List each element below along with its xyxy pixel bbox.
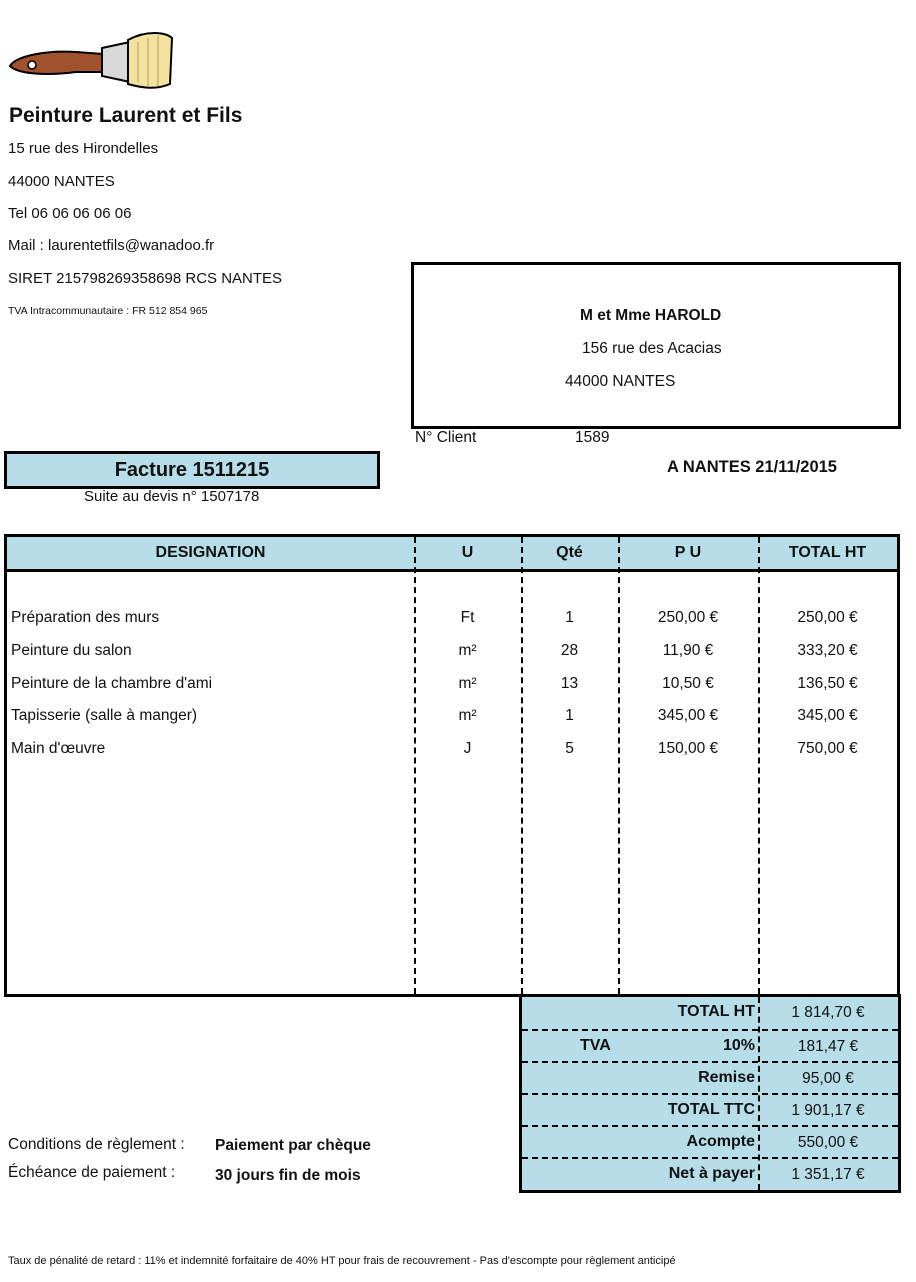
client-street: 156 rue des Acacias	[582, 340, 722, 357]
row-unit: J	[463, 740, 472, 757]
row-total: 136,50 €	[797, 675, 858, 692]
header-unit-price: P U	[674, 544, 702, 561]
place-date: A NANTES 21/11/2015	[667, 458, 837, 476]
row-designation: Main d'œuvre	[11, 740, 106, 757]
tva-value: 181,47 €	[797, 1038, 859, 1055]
row-designation: Préparation des murs	[11, 609, 160, 626]
row-qty: 13	[560, 675, 579, 692]
total-ht-value: 1 814,70 €	[791, 1004, 865, 1021]
company-name: Peinture Laurent et Fils	[9, 104, 243, 127]
client-city: 44000 NANTES	[565, 373, 676, 390]
acompte-row	[522, 1125, 898, 1159]
total-ttc-value: 1 901,17 €	[791, 1102, 865, 1119]
company-phone: Tel 06 06 06 06 06	[8, 205, 132, 222]
company-tva: TVA Intracommunautaire : FR 512 854 965	[8, 305, 208, 317]
invoice-title: Facture 1511215	[4, 451, 380, 489]
payment-due-label: Échéance de paiement :	[8, 1164, 176, 1181]
row-unit-price: 345,00 €	[657, 707, 719, 724]
table-header	[7, 537, 897, 572]
row-designation: Tapisserie (salle à manger)	[11, 707, 198, 724]
row-total: 250,00 €	[797, 609, 858, 626]
total-ht-row	[522, 997, 898, 1029]
tva-row	[522, 1029, 898, 1063]
footer-penalty-note: Taux de pénalité de retard : 11% et indemnité forfaitaire de 40% HT pour frais de recouvrement - Pas d'escompte pour règlement anticipé	[8, 1255, 676, 1267]
row-unit: m²	[458, 707, 477, 724]
row-qty: 1	[565, 707, 574, 724]
table-row	[7, 642, 897, 672]
payment-conditions-label: Conditions de règlement :	[8, 1136, 185, 1153]
header-qty: Qté	[556, 544, 583, 561]
payment-due-value: 30 jours fin de mois	[215, 1167, 361, 1184]
client-number-label: N° Client	[415, 429, 477, 446]
table-row	[7, 740, 897, 770]
company-mail: Mail : laurentetfils@wanadoo.fr	[8, 237, 215, 254]
table-row	[7, 707, 897, 737]
payment-conditions-value: Paiement par chèque	[215, 1137, 371, 1154]
total-ht-label: TOTAL HT	[677, 1003, 755, 1020]
header-designation: DESIGNATION	[155, 544, 266, 561]
header-unit: U	[461, 544, 474, 561]
company-street: 15 rue des Hirondelles	[8, 140, 159, 157]
client-number: 1589	[575, 429, 610, 446]
row-unit-price: 150,00 €	[657, 740, 719, 757]
row-unit: m²	[458, 675, 477, 692]
row-designation: Peinture du salon	[11, 642, 132, 659]
row-qty: 28	[560, 642, 579, 659]
net-value: 1 351,17 €	[791, 1166, 865, 1183]
remise-label: Remise	[698, 1069, 755, 1086]
table-row	[7, 609, 897, 639]
acompte-value: 550,00 €	[797, 1134, 859, 1151]
items-table	[4, 534, 900, 997]
net-row	[522, 1157, 898, 1190]
remise-value: 95,00 €	[802, 1070, 854, 1087]
row-total: 333,20 €	[797, 642, 858, 659]
row-unit-price: 10,50 €	[662, 675, 714, 692]
row-total: 345,00 €	[797, 707, 858, 724]
acompte-label: Acompte	[686, 1133, 755, 1150]
row-unit: Ft	[460, 609, 475, 626]
paintbrush-icon	[6, 28, 174, 90]
row-unit-price: 11,90 €	[662, 642, 714, 659]
client-name: M et Mme HAROLD	[580, 307, 722, 324]
header-total: TOTAL HT	[788, 544, 867, 561]
table-row	[7, 675, 897, 705]
row-unit-price: 250,00 €	[657, 609, 719, 626]
totals-box	[519, 994, 901, 1193]
net-label: Net à payer	[668, 1165, 755, 1182]
tva-label: TVA	[580, 1037, 611, 1054]
tva-rate: 10%	[722, 1037, 755, 1054]
row-qty: 1	[565, 609, 574, 626]
row-designation: Peinture de la chambre d'ami	[11, 675, 213, 692]
company-siret: SIRET 215798269358698 RCS NANTES	[8, 270, 283, 287]
quote-reference: Suite au devis n° 1507178	[84, 488, 260, 505]
row-qty: 5	[565, 740, 574, 757]
total-ttc-row	[522, 1093, 898, 1127]
row-unit: m²	[458, 642, 477, 659]
remise-row	[522, 1061, 898, 1095]
row-total: 750,00 €	[797, 740, 858, 757]
company-city: 44000 NANTES	[8, 173, 115, 190]
total-ttc-label: TOTAL TTC	[667, 1101, 755, 1118]
